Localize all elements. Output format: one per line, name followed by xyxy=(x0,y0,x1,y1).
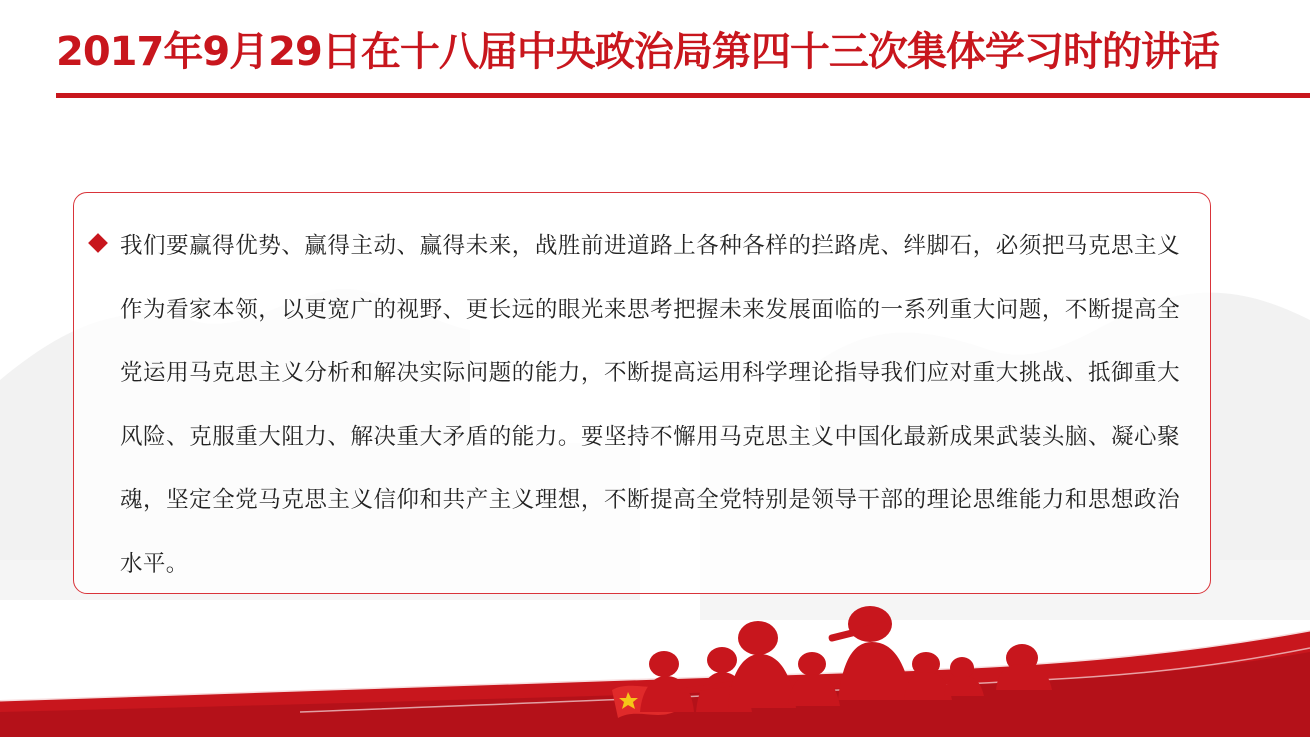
title-underline xyxy=(56,93,1310,98)
speech-excerpt-paragraph: 我们要赢得优势、赢得主动、赢得未来，战胜前进道路上各种各样的拦路虎、绊脚石，必须把马克思主义作为看家本领，以更宽广的视野、更长远的眼光来思考把握未来发展面临的一系列重大问题，不断提高全党运用马克思主义分析和解决实际问题的能力，不断提高运用科学理论指导我们应对重大挑战、抵御重大风险、克服重大阻力、解决重大矛盾的能力。要坚持不懈用马克思主义中国化最新成果武装头脑、凝心聚魂，坚定全党马克思主义信仰和共产主义理想，不断提高全党特别是领导干部的理论思维能力和思想政治水平。 xyxy=(120,233,1180,577)
slide-title: 2017年9月29日在十八届中央政治局第四十三次集体学习时的讲话 xyxy=(56,29,1219,75)
